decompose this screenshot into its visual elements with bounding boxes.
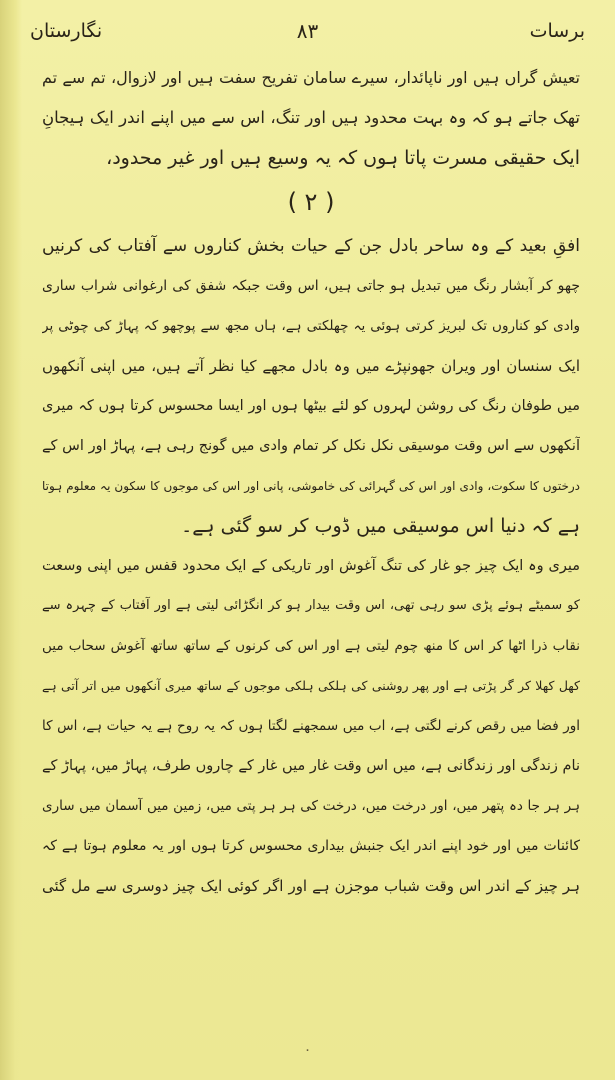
text-line: ہر چیز کے اندر اس وقت شباب موجزن ہے اور اگر کوئی ایک چیز دوسری سے مل گئی	[42, 877, 580, 895]
text-line: تھک جاتے ہو کہ وہ بہت محدود ہیں اور تنگ، اس سے میں اپنے اندر ایک ہیجانِ	[42, 108, 580, 127]
text-line: درختوں کا سکوت، وادی اور اس کی گہرائی کی خاموشی، پانی اور اس کی موجوں کا سکون یہ معلوم ہوتا	[42, 479, 580, 493]
text-line: میں طوفان رنگ کی روشن لہروں کو لئے بیٹھا ہوں اور ایسا محسوس کرتا ہوں کہ میری	[42, 398, 580, 414]
text-line: ہے کہ دنیا اس موسیقی میں ڈوب کر سو گئی ہے۔	[181, 515, 580, 537]
text-line: ایک سنسان اور ویران جھونپڑے میں وہ بادل مجھے کیا نظر آتے ہیں، میں اپنی آنکھوں	[42, 357, 580, 375]
page-binding-shadow	[0, 0, 22, 1080]
paragraph-3	[42, 546, 580, 906]
page-number: ۸۳	[296, 19, 319, 43]
paragraph-1	[42, 58, 580, 178]
page-body	[42, 58, 580, 906]
text-line: اور فضا میں رقص کرنے لگتی ہے، اب میں سمجھنے لگتا ہوں کہ یہ روح ہے یہ حیات ہے، اس کا	[42, 718, 580, 734]
section-number: ( ۲ )	[287, 188, 335, 216]
page-header	[30, 14, 585, 48]
running-head-chapter: برسات	[529, 20, 585, 42]
text-line: ہر ہر جا دہ پتھر میں، اور درخت میں، درخت کی ہر ہر پتی میں، زمین میں آسمان میں ساری	[42, 798, 580, 814]
text-line: افقِ بعید کے وہ ساحر بادل جن کے حیات بخش کناروں سے آفتاب کی کرنیں	[42, 236, 580, 256]
paragraph-2	[42, 226, 580, 546]
text-line: آنکھوں سے اس وقت موسیقی نکل نکل کر تمام وادی میں گونج رہی ہے، پہاڑ اور اس کے	[42, 438, 580, 454]
text-line: نام زندگی اور زندگانی ہے، میں اس وقت غار میں غار کے چاروں طرف، پہاڑ میں، پہاڑ کے	[42, 758, 580, 774]
running-head-book-title: نگارستان	[30, 20, 103, 42]
text-line: چھو کر آبشار رنگ میں تبدیل ہو جاتی ہیں، اس وقت جبکہ شفق کی ارغوانی شراب ساری	[42, 278, 580, 294]
text-line: وادی کو کناروں تک لبریز کرتی ہوئی یہ چھلکتی ہے، ہاں مجھ سے پوچھو کہ پہاڑ کی چوٹی پر	[42, 318, 580, 334]
text-line: کائنات میں اور خود اپنے اندر ایک جنبش بیداری محسوس کرتا ہوں اور یہ معلوم ہوتا ہے کہ	[42, 838, 580, 854]
footer-mark: ۰	[303, 1042, 312, 1058]
text-line: کو سمیٹے ہوئے پڑی سو رہی تھی، اس وقت بیدار ہو کر انگڑائی لیتی ہے اور آفتاب کے چہرہ سے	[42, 598, 580, 613]
text-line: ایک حقیقی مسرت پاتا ہوں کہ یہ وسیع ہیں اور غیر محدود،	[106, 147, 580, 169]
text-line: تعیش گراں ہیں اور ناپائدار، سیرے سامان تفریح سفت ہیں اور لازوال، تم سے تم	[42, 68, 580, 87]
text-line: کھل کھلا کر گر پڑتی ہے اور پھر روشنی کی ہلکی ہلکی موجوں کے ساتھ میری آنکھوں میں اتر آتی ہے	[42, 678, 580, 693]
text-line: نقاب ذرا اٹھا کر اس کا منھ چوم لیتی ہے اور اس کی کرنوں کے ساتھ ساتھ آغوش سحاب میں	[42, 638, 580, 654]
text-line: میری وہ ایک چیز جو غار کی تنگ آغوش اور تاریکی کے ایک محدود قفس میں اپنی وسعت	[42, 558, 580, 574]
